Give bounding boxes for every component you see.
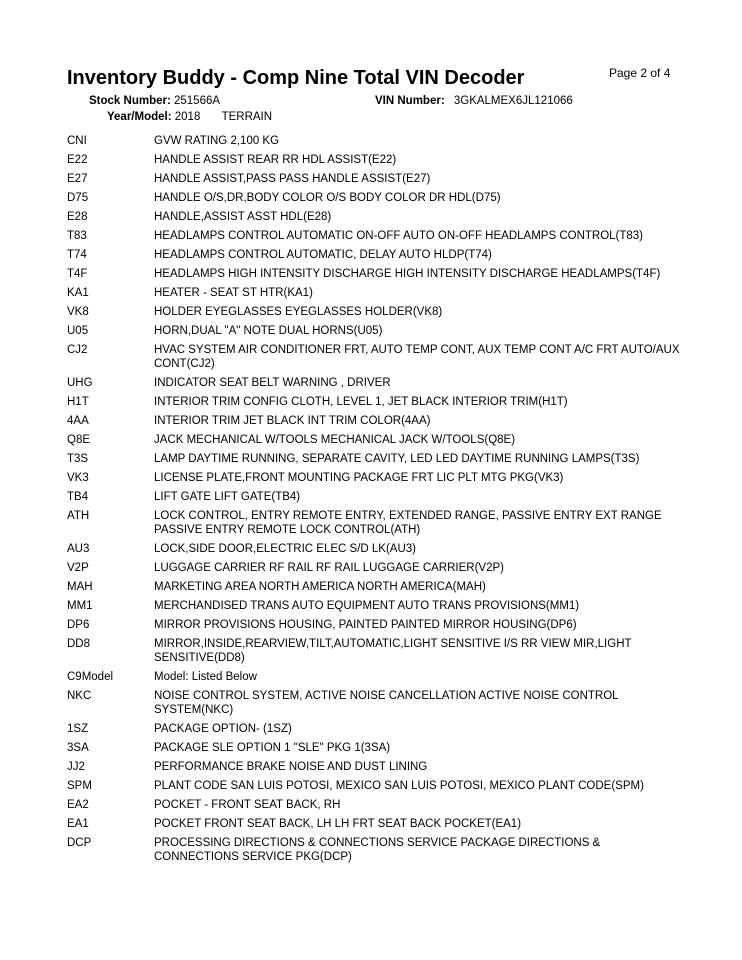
- option-code: DCP: [67, 837, 92, 849]
- option-description: INTERIOR TRIM CONFIG CLOTH, LEVEL 1, JET BLACK INTERIOR TRIM(H1T): [154, 396, 568, 408]
- option-row: [67, 779, 687, 798]
- option-row: [67, 343, 687, 376]
- stock-number-label: Stock Number:: [89, 95, 171, 107]
- option-row: [67, 741, 687, 760]
- option-code: E22: [67, 154, 88, 166]
- option-row: [67, 798, 687, 817]
- option-row: [67, 836, 687, 869]
- option-code: C9Model: [67, 671, 114, 683]
- option-code: T3S: [67, 453, 89, 465]
- option-row: [67, 817, 687, 836]
- option-row: [67, 153, 687, 172]
- option-row: [67, 376, 687, 395]
- option-description: HEATER - SEAT ST HTR(KA1): [154, 287, 313, 299]
- option-description: MARKETING AREA NORTH AMERICA NORTH AMERICA(MAH): [154, 581, 486, 593]
- option-code: VK3: [67, 472, 89, 484]
- option-row: [67, 210, 687, 229]
- option-row: [67, 305, 687, 324]
- option-row: [67, 561, 687, 580]
- option-code: D75: [67, 192, 89, 204]
- option-description: PERFORMANCE BRAKE NOISE AND DUST LINING: [154, 761, 428, 773]
- option-row: [67, 414, 687, 433]
- option-row: [67, 452, 687, 471]
- option-code: DD8: [67, 638, 91, 650]
- option-description: LOCK,SIDE DOOR,ELECTRIC ELEC S/D LK(AU3): [154, 543, 417, 555]
- option-row: [67, 286, 687, 305]
- option-row: [67, 267, 687, 286]
- option-code: 3SA: [67, 742, 89, 754]
- option-row: [67, 324, 687, 343]
- option-row: [67, 599, 687, 618]
- option-row: [67, 509, 687, 542]
- option-code: JJ2: [67, 761, 85, 773]
- year-value: 2018: [174, 111, 201, 123]
- option-code: T83: [67, 230, 87, 242]
- option-description: HANDLE ASSIST,PASS PASS HANDLE ASSIST(E27): [154, 173, 431, 185]
- stock-number-value: 251566A: [174, 95, 221, 107]
- option-description: HOLDER EYEGLASSES EYEGLASSES HOLDER(VK8): [154, 306, 443, 318]
- option-description: HEADLAMPS CONTROL AUTOMATIC, DELAY AUTO HLDP(T74): [154, 249, 492, 261]
- option-description: LAMP DAYTIME RUNNING, SEPARATE CAVITY, LED LED DAYTIME RUNNING LAMPS(T3S): [154, 453, 640, 465]
- vin-field: [375, 95, 573, 107]
- option-code: MAH: [67, 581, 93, 593]
- option-code: UHG: [67, 377, 93, 389]
- option-row: [67, 490, 687, 509]
- option-description: HVAC SYSTEM AIR CONDITIONER FRT, AUTO TEMP CONT, AUX TEMP CONT A/C FRT AUTO/AUX CONT(CJ2): [154, 344, 680, 370]
- option-code: CNI: [67, 135, 87, 147]
- option-code: AU3: [67, 543, 90, 555]
- year-model-label: Year/Model:: [107, 111, 172, 123]
- option-code: T74: [67, 249, 87, 261]
- option-row: [67, 637, 687, 670]
- option-description: LOCK CONTROL, ENTRY REMOTE ENTRY, EXTENDED RANGE, PASSIVE ENTRY EXT RANGE PASSIVE ENTRY REMOTE LOCK CONTROL(ATH): [154, 510, 662, 536]
- option-code: Q8E: [67, 434, 91, 446]
- option-description: MIRROR PROVISIONS HOUSING, PAINTED PAINTED MIRROR HOUSING(DP6): [154, 619, 577, 631]
- option-row: [67, 191, 687, 210]
- option-description: Model: Listed Below: [154, 671, 257, 683]
- option-description: INTERIOR TRIM JET BLACK INT TRIM COLOR(4AA): [154, 415, 431, 427]
- option-description: JACK MECHANICAL W/TOOLS MECHANICAL JACK W/TOOLS(Q8E): [154, 434, 516, 446]
- year-model-field: [107, 111, 272, 123]
- option-code: DP6: [67, 619, 90, 631]
- option-code: TB4: [67, 491, 89, 503]
- option-row: [67, 618, 687, 637]
- vin-value: 3GKALMEX6JL121066: [453, 95, 573, 107]
- option-row: [67, 229, 687, 248]
- option-description: MERCHANDISED TRANS AUTO EQUIPMENT AUTO TRANS PROVISIONS(MM1): [154, 600, 580, 612]
- option-code: 4AA: [67, 415, 89, 427]
- option-description: POCKET FRONT SEAT BACK, LH LH FRT SEAT BACK POCKET(EA1): [154, 818, 522, 830]
- option-code: V2P: [67, 562, 89, 574]
- option-code: E27: [67, 173, 88, 185]
- option-row: [67, 760, 687, 779]
- option-description: MIRROR,INSIDE,REARVIEW,TILT,AUTOMATIC,LIGHT SENSITIVE I/S RR VIEW MIR,LIGHT SENSITIVE(DD8): [154, 638, 632, 664]
- option-row: [67, 542, 687, 561]
- option-row: [67, 433, 687, 452]
- option-description: HANDLE,ASSIST ASST HDL(E28): [154, 211, 332, 223]
- vin-label: VIN Number:: [375, 95, 445, 107]
- option-description: LICENSE PLATE,FRONT MOUNTING PACKAGE FRT LIC PLT MTG PKG(VK3): [154, 472, 564, 484]
- option-code: CJ2: [67, 344, 88, 356]
- option-row: [67, 471, 687, 490]
- option-row: [67, 580, 687, 599]
- option-description: HEADLAMPS CONTROL AUTOMATIC ON-OFF AUTO ON-OFF HEADLAMPS CONTROL(T83): [154, 230, 644, 242]
- option-code: EA2: [67, 799, 89, 811]
- option-code: T4F: [67, 268, 88, 280]
- option-description: NOISE CONTROL SYSTEM, ACTIVE NOISE CANCELLATION ACTIVE NOISE CONTROL SYSTEM(NKC): [154, 690, 619, 716]
- model-value: TERRAIN: [221, 111, 273, 123]
- option-description: PACKAGE SLE OPTION 1 "SLE" PKG 1(3SA): [154, 742, 391, 754]
- option-description: HANDLE O/S,DR,BODY COLOR O/S BODY COLOR DR HDL(D75): [154, 192, 501, 204]
- option-row: [67, 670, 687, 689]
- option-code: U05: [67, 325, 89, 337]
- option-description: INDICATOR SEAT BELT WARNING , DRIVER: [154, 377, 391, 389]
- option-code: 1SZ: [67, 723, 89, 735]
- option-row: [67, 134, 687, 153]
- document-title: Inventory Buddy - Comp Nine Total VIN Decoder: [67, 67, 525, 89]
- page-number: Page 2 of 4: [609, 66, 671, 80]
- option-description: HANDLE ASSIST REAR RR HDL ASSIST(E22): [154, 154, 397, 166]
- stock-number-field: [89, 95, 220, 107]
- option-description: LUGGAGE CARRIER RF RAIL RF RAIL LUGGAGE CARRIER(V2P): [154, 562, 504, 574]
- option-code: MM1: [67, 600, 93, 612]
- option-description: POCKET - FRONT SEAT BACK, RH: [154, 799, 341, 811]
- option-description: PLANT CODE SAN LUIS POTOSI, MEXICO SAN LUIS POTOSI, MEXICO PLANT CODE(SPM): [154, 780, 644, 792]
- option-row: [67, 248, 687, 267]
- option-row: [67, 689, 687, 722]
- option-code: EA1: [67, 818, 89, 830]
- option-code: KA1: [67, 287, 89, 299]
- option-code: NKC: [67, 690, 92, 702]
- option-code: VK8: [67, 306, 89, 318]
- option-row: [67, 722, 687, 741]
- option-description: PACKAGE OPTION- (1SZ): [154, 723, 292, 735]
- option-description: LIFT GATE LIFT GATE(TB4): [154, 491, 301, 503]
- option-code-list: [67, 134, 687, 869]
- option-row: [67, 172, 687, 191]
- option-code: ATH: [67, 510, 90, 522]
- option-row: [67, 395, 687, 414]
- option-description: GVW RATING 2,100 KG: [154, 135, 280, 147]
- option-description: HORN,DUAL "A" NOTE DUAL HORNS(U05): [154, 325, 383, 337]
- option-code: SPM: [67, 780, 92, 792]
- option-code: H1T: [67, 396, 89, 408]
- option-code: E28: [67, 211, 88, 223]
- option-description: HEADLAMPS HIGH INTENSITY DISCHARGE HIGH INTENSITY DISCHARGE HEADLAMPS(T4F): [154, 268, 661, 280]
- option-description: PROCESSING DIRECTIONS & CONNECTIONS SERVICE PACKAGE DIRECTIONS & CONNECTIONS SERVICE PKG(DCP): [154, 837, 601, 863]
